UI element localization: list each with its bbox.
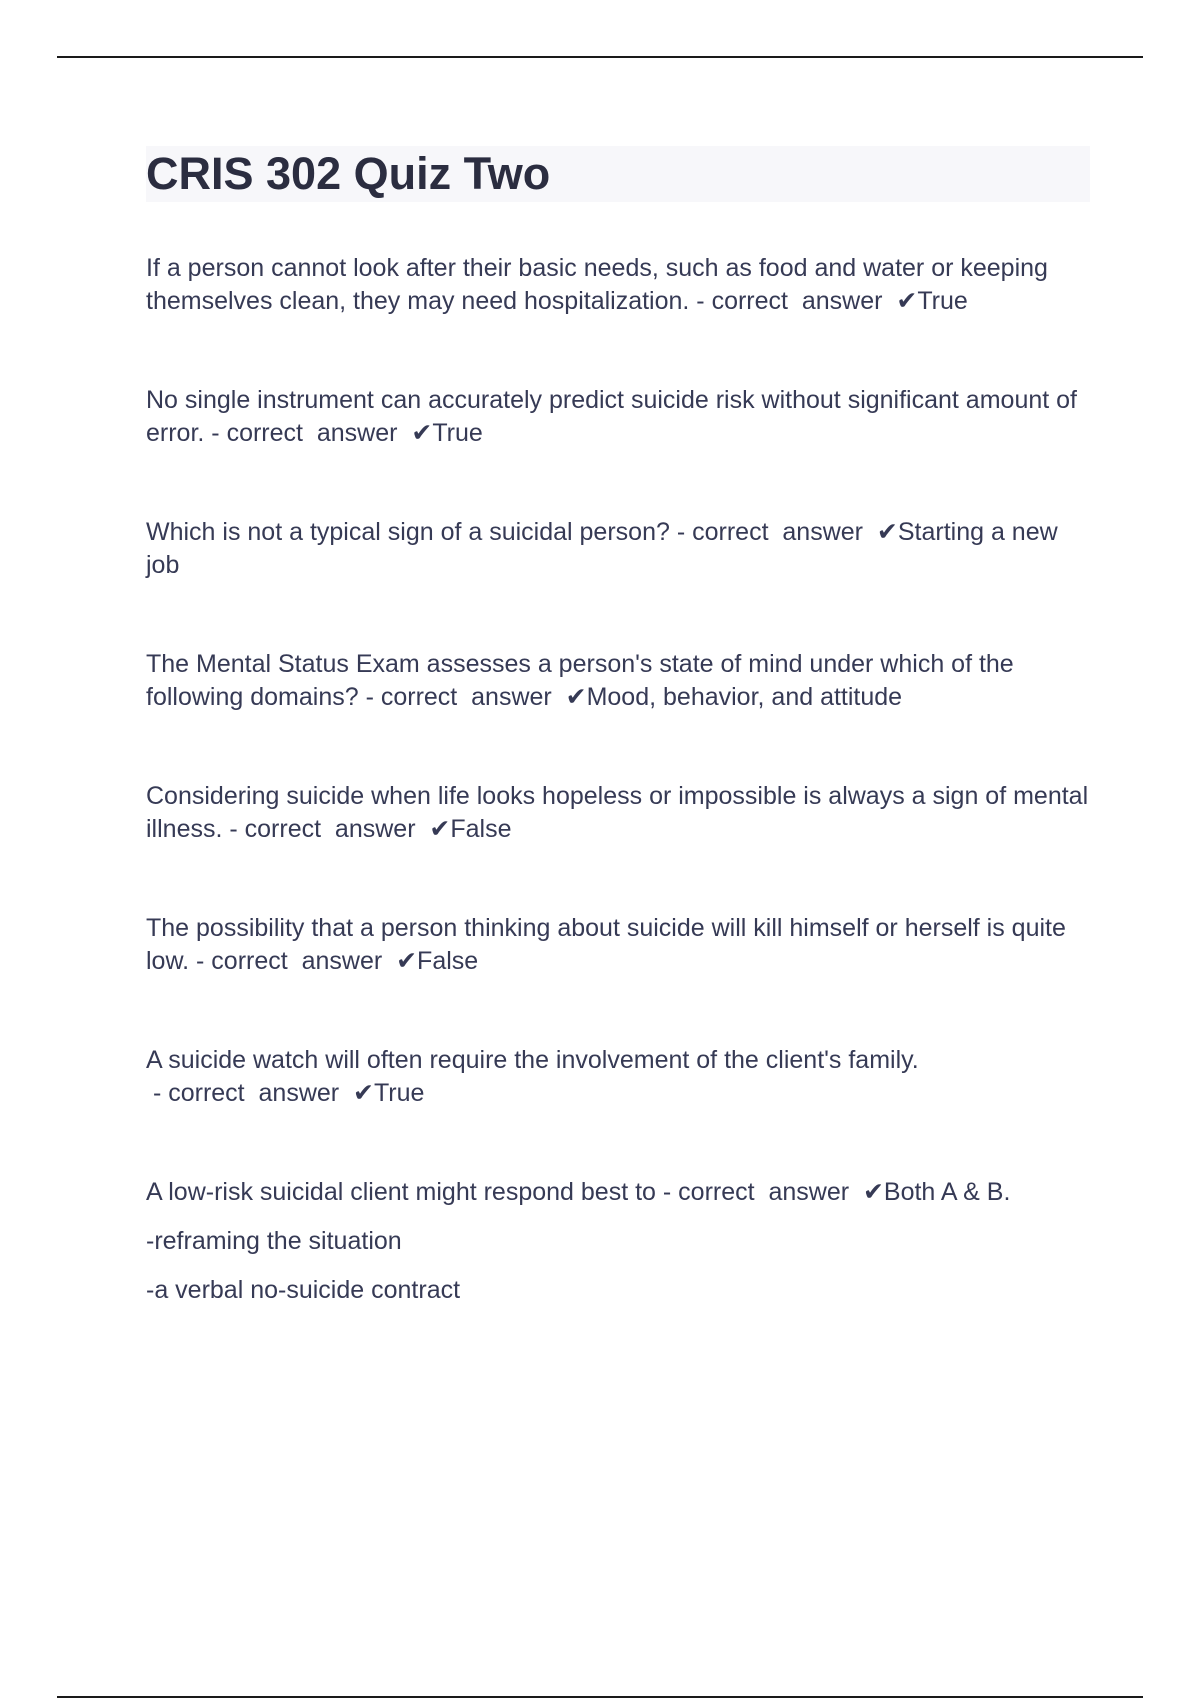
answer-text: Mood, behavior, and attitude bbox=[586, 683, 903, 711]
question-item bbox=[146, 648, 1090, 714]
answer-text: Starting a new job bbox=[146, 518, 1058, 579]
question-item bbox=[146, 780, 1090, 846]
question-text: Considering suicide when life looks hopeless or impossible is always a sign of mental illness. bbox=[146, 782, 1089, 843]
question-text: If a person cannot look after their basic needs, such as food and water or keeping themselves clean, they may need hospitalization. bbox=[146, 254, 1048, 315]
answer-prefix: - correct answer ✔ bbox=[689, 287, 918, 315]
question-text: The Mental Status Exam assesses a person's state of mind under which of the following domains? bbox=[146, 650, 1014, 711]
document-body bbox=[146, 146, 1090, 1307]
answer-prefix: - correct answer ✔ bbox=[146, 1079, 374, 1107]
answer-prefix: - correct answer ✔ bbox=[204, 419, 433, 447]
top-rule bbox=[57, 56, 1143, 58]
title-band bbox=[146, 146, 1090, 202]
sub-option: -reframing the situation bbox=[146, 1227, 402, 1255]
question-item bbox=[146, 252, 1090, 318]
answer-prefix: - correct answer ✔ bbox=[655, 1178, 884, 1206]
answer-text: True bbox=[432, 419, 483, 447]
question-text: The possibility that a person thinking about suicide will kill himself or herself is quite low. bbox=[146, 914, 1066, 975]
answer-prefix: - correct answer ✔ bbox=[222, 815, 451, 843]
question-item bbox=[146, 1044, 1090, 1110]
answer-text: Both A & B. bbox=[883, 1178, 1011, 1206]
sub-option: -a verbal no-suicide contract bbox=[146, 1276, 461, 1304]
question-text: A suicide watch will often require the involvement of the client's family. bbox=[146, 1046, 919, 1074]
page-title: CRIS 302 Quiz Two bbox=[146, 148, 551, 199]
answer-prefix: - correct answer ✔ bbox=[358, 683, 587, 711]
bottom-rule bbox=[57, 1696, 1143, 1698]
question-list bbox=[146, 252, 1090, 1307]
question-item bbox=[146, 516, 1090, 582]
answer-text: False bbox=[450, 815, 512, 843]
answer-text: False bbox=[417, 947, 479, 975]
question-item bbox=[146, 912, 1090, 978]
question-item bbox=[146, 384, 1090, 450]
answer-prefix: - correct answer ✔ bbox=[669, 518, 898, 546]
question-item bbox=[146, 1176, 1090, 1209]
question-text: Which is not a typical sign of a suicidal person? bbox=[146, 518, 670, 546]
answer-text: True bbox=[917, 287, 968, 315]
answer-prefix: - correct answer ✔ bbox=[189, 947, 418, 975]
answer-text: True bbox=[373, 1079, 425, 1107]
question-text: A low-risk suicidal client might respond best to bbox=[146, 1178, 656, 1206]
question-text: No single instrument can accurately predict suicide risk without significant amount of error. bbox=[146, 386, 1077, 447]
